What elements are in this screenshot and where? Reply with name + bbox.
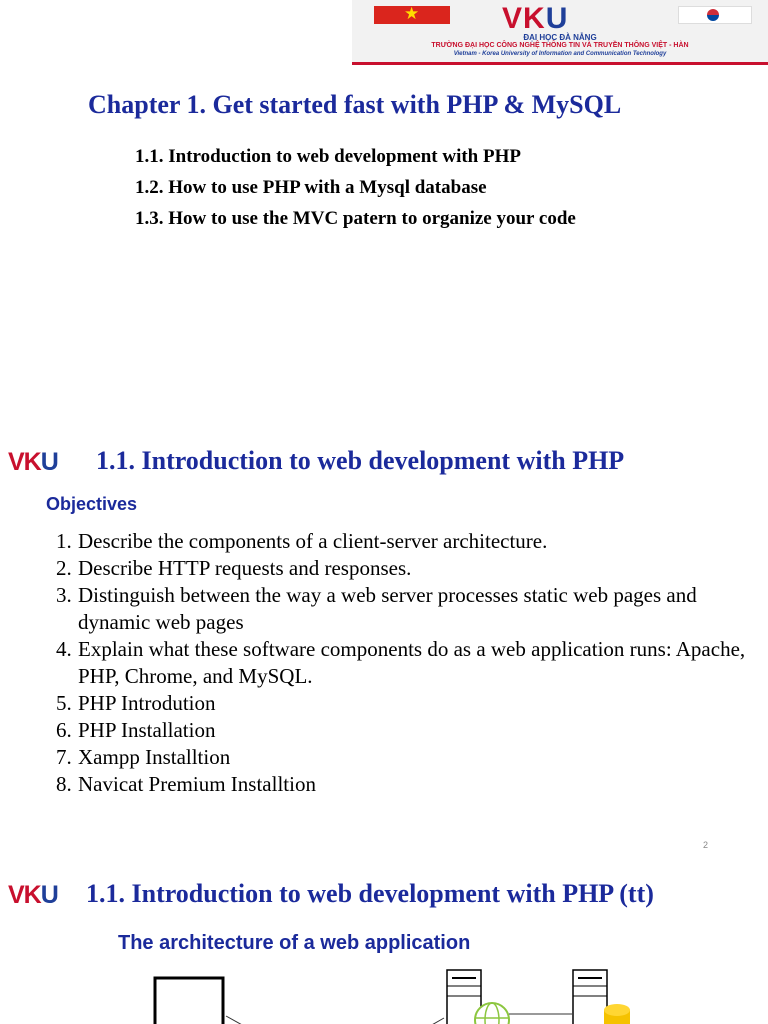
list-item: 1.1. Introduction to web development with PHP (135, 146, 521, 167)
connection-line (430, 1018, 444, 1024)
list-item: 2. Describe HTTP requests and responses. (56, 556, 412, 580)
vku-logo: VKU (502, 2, 569, 35)
objectives-list (56, 528, 746, 798)
chapter-contents-list (135, 144, 615, 237)
list-item: 8. Navicat Premium Installtion (56, 772, 316, 796)
slide-title: 1.1. Introduction to web development with PHP (tt) (86, 879, 654, 908)
list-item: 3. Distinguish between the way a web server processes static web pages and dynamic web pages (56, 583, 697, 634)
page-number: 2 (703, 840, 709, 850)
chapter-title: Chapter 1. Get started fast with PHP & MySQL (88, 90, 622, 119)
architecture-diagram (0, 962, 768, 1024)
list-item: 5. PHP Introdution (56, 691, 216, 715)
architecture-subtitle: The architecture of a web application (118, 932, 471, 954)
university-banner (352, 0, 768, 65)
banner-line-1: ĐẠI HỌC ĐÀ NẴNG (523, 33, 597, 42)
list-item: 6. PHP Installation (56, 718, 216, 742)
slide-title: 1.1. Introduction to web development with PHP (96, 446, 625, 475)
objectives-heading: Objectives (46, 494, 138, 514)
list-item: 1.2. How to use PHP with a Mysql database (135, 177, 487, 198)
database-icon (604, 1004, 630, 1024)
list-item: 1. Describe the components of a client-server architecture. (56, 529, 548, 553)
banner-line-3: Vietnam - Korea University of Information and Communication Technology (453, 51, 667, 57)
vku-logo: VKU (8, 448, 58, 476)
client-monitor-icon (155, 978, 244, 1024)
vietnam-flag-icon: ★ (374, 6, 450, 24)
korea-flag-icon (678, 6, 752, 24)
list-item: 7. Xampp Installtion (56, 745, 231, 769)
list-item: 4. Explain what these software components do as a web application runs: Apache, PHP, Chrome, and MySQL. (56, 637, 746, 688)
banner-line-2: TRƯỜNG ĐẠI HỌC CÔNG NGHỆ THÔNG TIN VÀ TRUYỀN THÔNG VIỆT - HÀN (431, 42, 689, 49)
database-server-icon (573, 970, 607, 1024)
list-item: 1.3. How to use the MVC patern to organize your code (135, 208, 576, 229)
vku-logo: VKU (8, 881, 58, 909)
